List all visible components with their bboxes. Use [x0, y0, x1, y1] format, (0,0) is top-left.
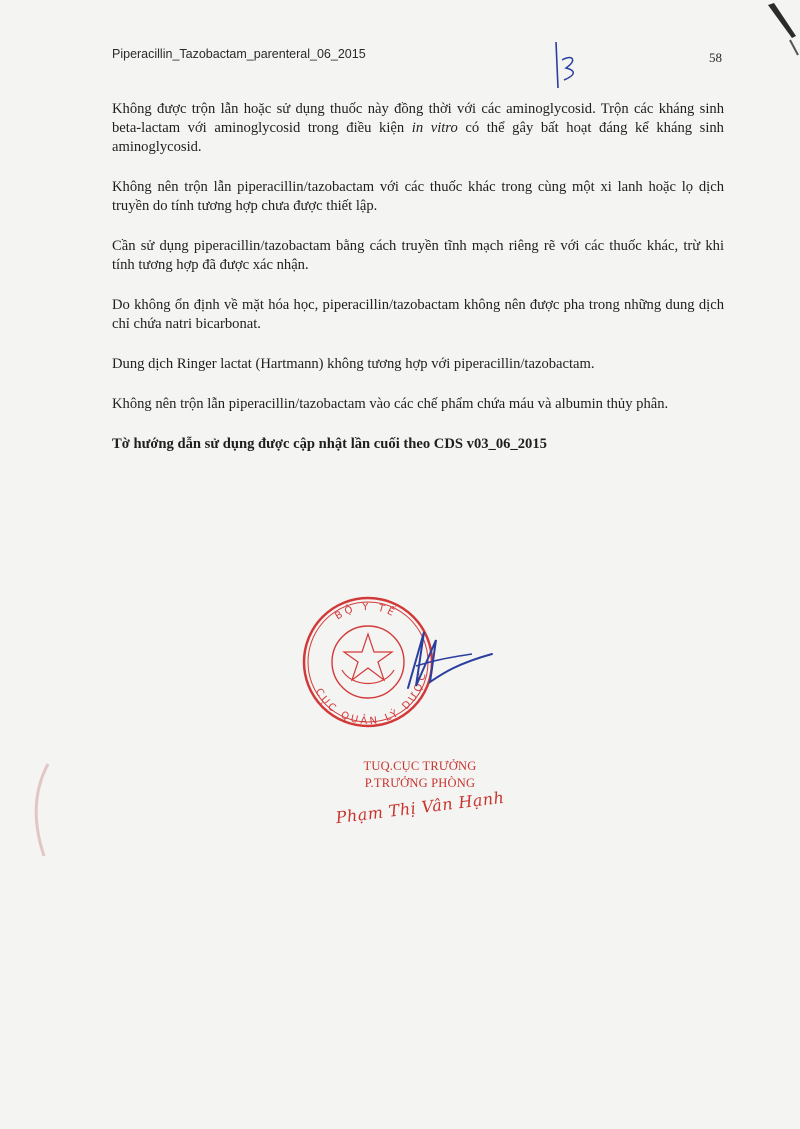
paragraph-aminoglycosid: Không được trộn lẫn hoặc sử dụng thuốc này đồng thời với các aminoglycosid. Trộn các kháng sinh beta-lactam với aminoglycosid trong điều kiện in vitro có thể gây bất hoạt đáng kể kháng sinh aminoglycosid. [112, 101, 724, 155]
paragraph-blood-albumin: Không nên trộn lẫn piperacillin/tazobactam vào các chế phẩm chứa máu và albumin thủy phân. [112, 396, 669, 412]
document-id: Piperacillin_Tazobactam_parenteral_06_2015 [112, 47, 366, 61]
scan-smudge-icon [26, 760, 66, 860]
svg-text:BỘ Y TẾ [333, 602, 399, 623]
paragraph-bicarbonate: Do không ổn định về mặt hóa học, piperacillin/tazobactam không nên được pha trong những dung dịch chỉ chứa natri bicarbonat. [112, 297, 724, 332]
in-vitro-emphasis: in vitro [411, 120, 458, 136]
paragraph-ringer-lactate: Dung dịch Ringer lactat (Hartmann) không tương hợp với piperacillin/tazobactam. [112, 356, 595, 372]
handwritten-initial-icon [548, 40, 588, 90]
seal-bottom-text: CỤC QUẢN LÝ DƯỢC [312, 669, 429, 728]
signatory-name: Phạm Thị Vân Hạnh [334, 787, 506, 828]
corner-scan-mark-icon [750, 0, 800, 70]
document-body [112, 100, 724, 475]
signatory-title-2: P.TRƯỞNG PHÒNG [364, 776, 476, 790]
signatory-block [330, 758, 510, 828]
last-updated-note: Tờ hướng dẫn sử dụng được cập nhật lần cuối theo CDS v03_06_2015 [112, 436, 547, 452]
paragraph-separate-infusion: Cần sử dụng piperacillin/tazobactam bằng cách truyền tĩnh mạch riêng rẽ với các thuốc khác, trừ khi tính tương hợp đã được xác nhận. [112, 238, 724, 273]
page-number: 58 [709, 50, 722, 65]
paragraph-syringe-mixing: Không nên trộn lẫn piperacillin/tazobactam với các thuốc khác trong cùng một xi lanh hoặc lọ dịch truyền do tính tương hợp chưa được thiết lập. [112, 179, 724, 214]
official-seal [296, 596, 496, 736]
signatory-title-1: TUQ.CỤC TRƯỞNG [363, 759, 477, 773]
seal-top-text: BỘ Y TẾ [333, 601, 399, 623]
